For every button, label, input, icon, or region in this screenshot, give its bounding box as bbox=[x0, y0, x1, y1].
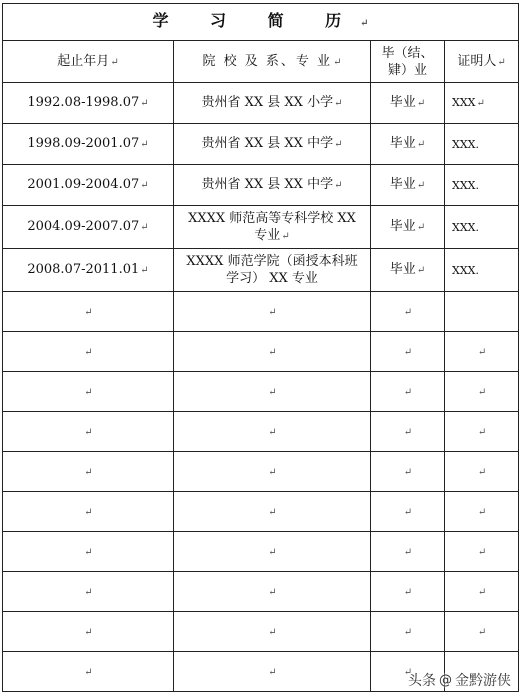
cell-graduation: 毕业↵ bbox=[371, 83, 445, 124]
header-witness: 证明人↵ bbox=[445, 41, 519, 83]
table-row bbox=[3, 532, 519, 572]
watermark-brand: 头条 bbox=[408, 673, 436, 689]
table-row bbox=[3, 292, 519, 332]
cell-empty: ↵ bbox=[174, 292, 371, 332]
cell-empty: ↵ bbox=[371, 332, 445, 372]
cell-empty: ↵ bbox=[445, 372, 519, 412]
cell-school: 贵州省 XX 县 XX 中学↵ bbox=[174, 165, 371, 206]
header-graduation: 毕（结、肄）业 bbox=[371, 41, 445, 83]
table-row bbox=[3, 452, 519, 492]
table-row bbox=[3, 206, 519, 249]
cell-empty: ↵ bbox=[3, 452, 174, 492]
cell-witness: XXX. bbox=[445, 206, 519, 249]
table-row bbox=[3, 612, 519, 652]
cell-empty: ↵ bbox=[445, 492, 519, 532]
cell-empty: ↵ bbox=[3, 532, 174, 572]
watermark-at: @ bbox=[439, 672, 452, 688]
cell-empty bbox=[445, 292, 519, 332]
cell-graduation: 毕业↵ bbox=[371, 165, 445, 206]
table-row bbox=[3, 249, 519, 292]
cell-school: XXXX 师范高等专科学校 XX 专业↵ bbox=[174, 206, 371, 249]
cell-empty: ↵ bbox=[3, 492, 174, 532]
cell-empty: ↵ bbox=[371, 572, 445, 612]
cell-empty: ↵ bbox=[445, 412, 519, 452]
author-watermark bbox=[408, 670, 511, 690]
cell-empty: ↵ bbox=[3, 372, 174, 412]
header-school: 院 校 及 系、专 业↵ bbox=[174, 41, 371, 83]
header-period: 起止年月↵ bbox=[3, 41, 174, 83]
cell-school: 贵州省 XX 县 XX 中学↵ bbox=[174, 124, 371, 165]
cell-empty: ↵ bbox=[3, 332, 174, 372]
cell-empty: ↵ bbox=[174, 652, 371, 692]
cell-period: 1992.08-1998.07↵ bbox=[3, 83, 174, 124]
cell-witness: XXX↵ bbox=[445, 83, 519, 124]
cell-empty: ↵ bbox=[174, 612, 371, 652]
cell-empty: ↵ bbox=[3, 292, 174, 332]
cell-empty: ↵ bbox=[445, 332, 519, 372]
cell-empty: ↵ bbox=[174, 492, 371, 532]
cell-witness: XXX. bbox=[445, 124, 519, 165]
cell-empty: ↵ bbox=[445, 452, 519, 492]
cell-school: XXXX 师范学院（函授本科班学习） XX 专业 bbox=[174, 249, 371, 292]
table-row bbox=[3, 332, 519, 372]
cell-period: 2004.09-2007.07↵ bbox=[3, 206, 174, 249]
cell-empty: ↵ bbox=[174, 452, 371, 492]
cell-empty: ↵ bbox=[371, 292, 445, 332]
cell-empty: ↵ bbox=[371, 532, 445, 572]
cell-school: 贵州省 XX 县 XX 小学↵ bbox=[174, 83, 371, 124]
table-row bbox=[3, 124, 519, 165]
cell-empty: ↵ bbox=[371, 612, 445, 652]
cell-graduation: 毕业↵ bbox=[371, 124, 445, 165]
cell-period: 1998.09-2001.07↵ bbox=[3, 124, 174, 165]
cell-empty: ↵ bbox=[174, 332, 371, 372]
cell-empty: ↵ bbox=[371, 372, 445, 412]
table-row bbox=[3, 492, 519, 532]
cell-graduation: 毕业↵ bbox=[371, 206, 445, 249]
table-title: 学 习 简 历↵ bbox=[3, 4, 519, 41]
cell-empty: ↵ bbox=[445, 612, 519, 652]
cell-empty: ↵ bbox=[445, 532, 519, 572]
cell-empty: ↵ bbox=[174, 532, 371, 572]
cell-witness: XXX. bbox=[445, 249, 519, 292]
study-resume-table bbox=[2, 3, 519, 692]
cell-empty: ↵ bbox=[3, 412, 174, 452]
cell-empty: ↵ bbox=[174, 412, 371, 452]
cell-empty: ↵ bbox=[371, 652, 445, 692]
cell-empty: ↵ bbox=[445, 572, 519, 612]
cell-empty: ↵ bbox=[371, 452, 445, 492]
cell-empty: ↵ bbox=[371, 492, 445, 532]
cell-period: 2008.07-2011.01↵ bbox=[3, 249, 174, 292]
table-row bbox=[3, 165, 519, 206]
cell-empty: ↵ bbox=[174, 572, 371, 612]
table-row bbox=[3, 83, 519, 124]
cell-witness: XXX. bbox=[445, 165, 519, 206]
cell-empty: ↵ bbox=[3, 572, 174, 612]
watermark-author: 金黔游侠 bbox=[455, 673, 511, 689]
cell-graduation: 毕业↵ bbox=[371, 249, 445, 292]
cell-empty: ↵ bbox=[174, 372, 371, 412]
cell-empty: ↵ bbox=[3, 612, 174, 652]
cell-empty: ↵ bbox=[3, 652, 174, 692]
cell-period: 2001.09-2004.07↵ bbox=[3, 165, 174, 206]
table-row bbox=[3, 372, 519, 412]
cell-empty: ↵ bbox=[371, 412, 445, 452]
table-row bbox=[3, 412, 519, 452]
table-row bbox=[3, 572, 519, 612]
